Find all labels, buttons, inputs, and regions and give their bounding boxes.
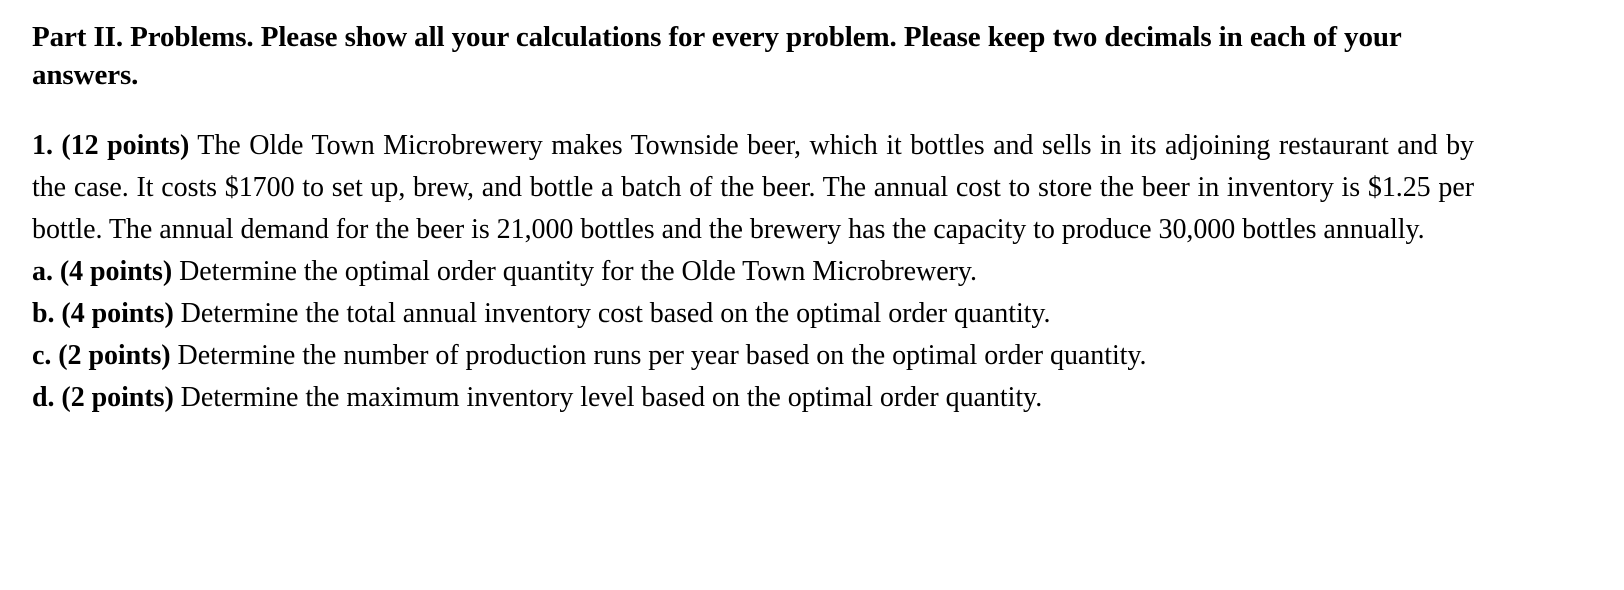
problem-1-parts [32,251,1474,419]
part-b-label: b. (4 points) [32,297,174,329]
part-heading: Part II. Problems. Please show all your calculations for every problem. Please keep two decimals in each of your answers. [32,21,1402,92]
part-c-label: c. (2 points) [32,339,171,371]
part-d-text: Determine the maximum inventory level based on the optimal order quantity. [173,381,1043,413]
spacer [32,95,1474,125]
part-a-label: a. (4 points) [32,255,173,287]
part-b-text: Determine the total annual inventory cost based on the optimal order quantity. [173,297,1051,329]
problem-1-text: The Olde Town Microbrewery makes Townside beer, which it bottles and sells in its adjoining restaurant and by the case. It costs $1700 to set up, brew, and bottle a batch of the beer. The annual cost to store the beer in inventory is $1.25 per bottle. The annual demand for the beer is 21,000 bottles and the brewery has the capacity to produce 30,000 bottles annually. [32,129,1474,245]
part-d-label: d. (2 points) [32,381,174,413]
problem-1 [32,125,1474,251]
list-item [32,377,1474,419]
list-item [32,251,1474,293]
list-item [32,335,1474,377]
problem-1-label: 1. (12 points) [32,129,190,161]
list-item [32,293,1474,335]
part-a-text: Determine the optimal order quantity for the Olde Town Microbrewery. [172,255,977,287]
part-c-text: Determine the number of production runs per year based on the optimal order quantity. [170,339,1147,371]
